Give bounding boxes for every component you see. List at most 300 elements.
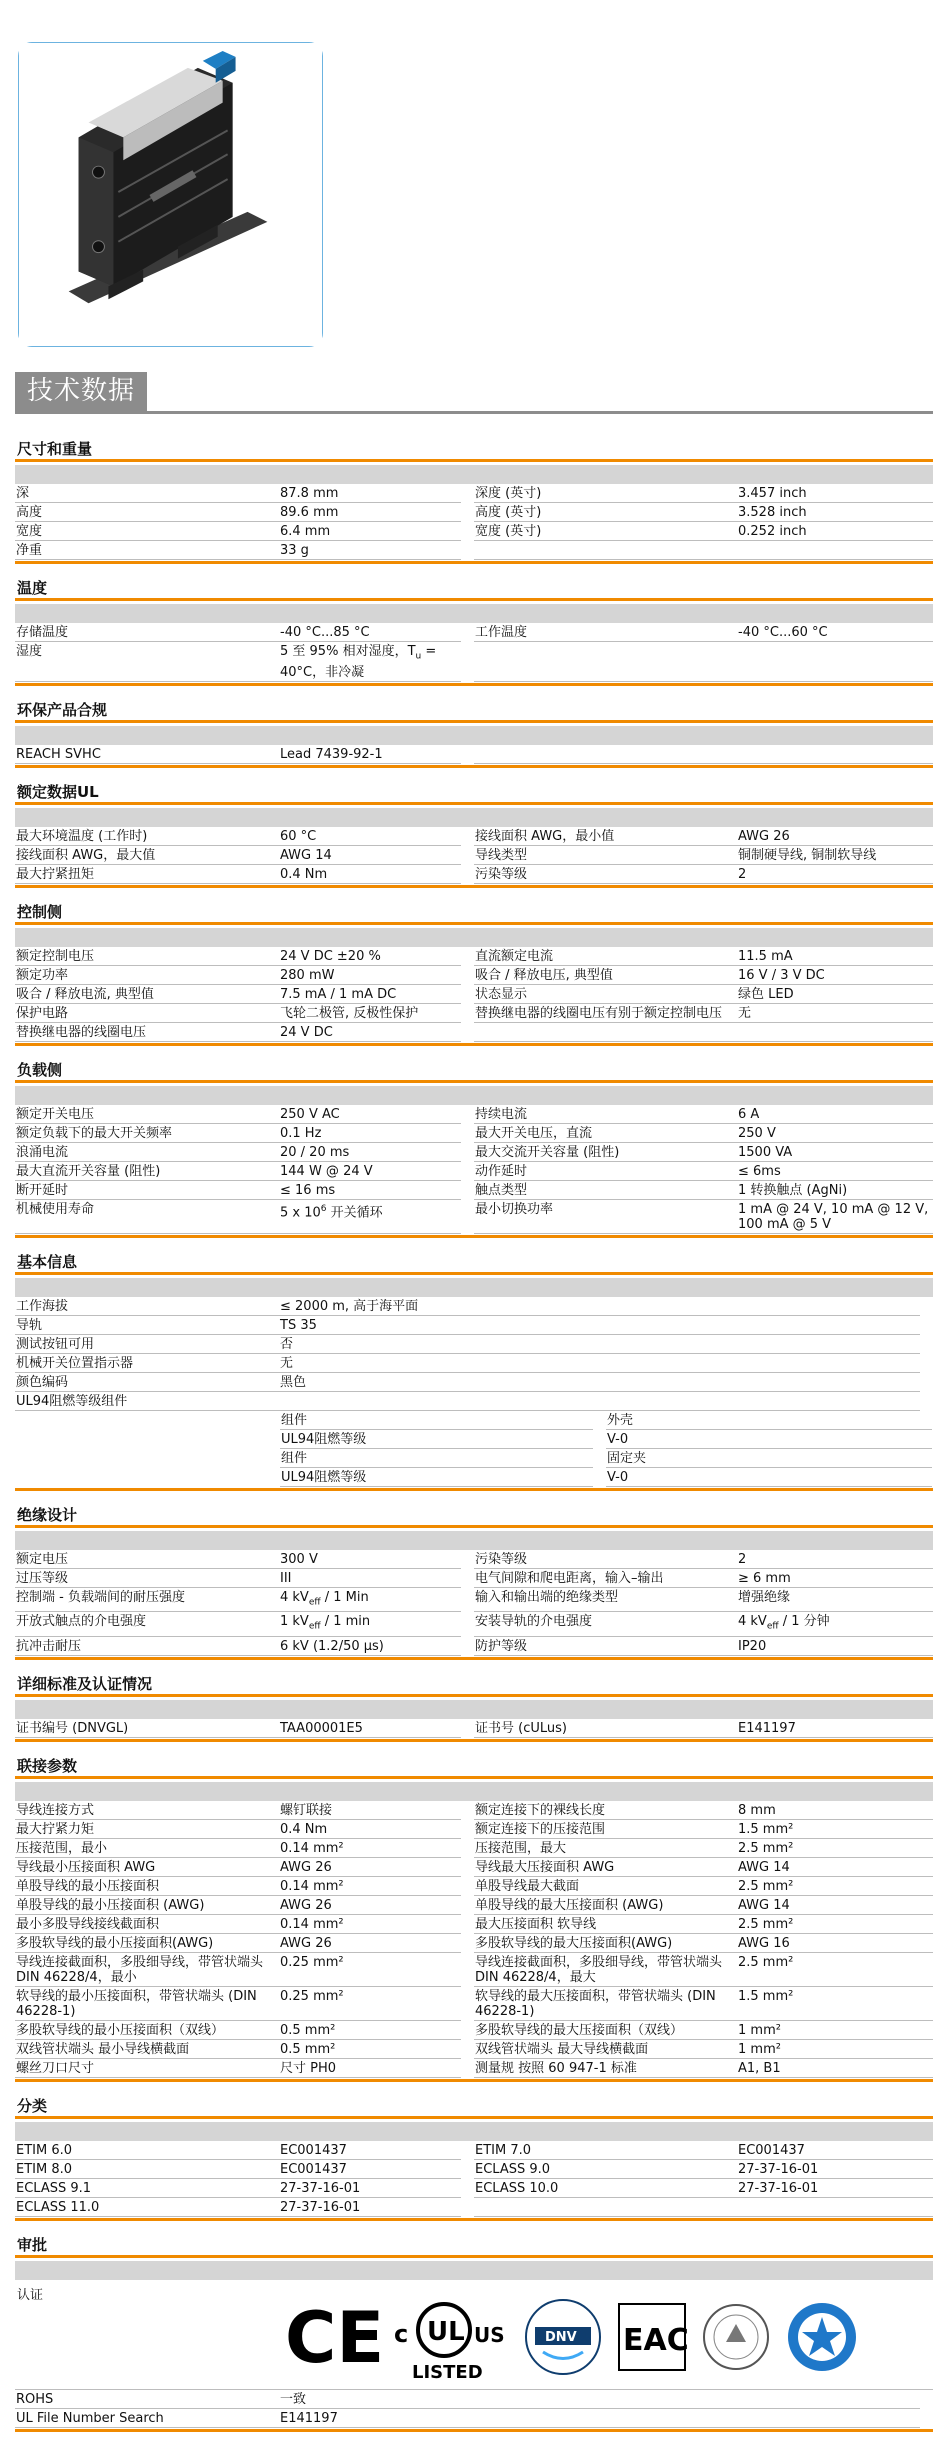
- field-label: ETIM 8.0: [16, 2161, 73, 2177]
- field-value: TAA00001E5: [280, 1720, 363, 1736]
- section-ctrl: [15, 901, 933, 1059]
- field-value: 2.5 mm²: [738, 1954, 794, 1970]
- nested-cell-right: [606, 1449, 932, 1468]
- data-row: [15, 1839, 933, 1858]
- data-row: [15, 846, 933, 865]
- field-value: 1 mA @ 24 V, 10 mA @ 12 V, 100 mA @ 5 V: [738, 1201, 929, 1232]
- data-cell-left: [15, 1915, 461, 1934]
- data-row: [15, 1023, 933, 1042]
- field-value: IP20: [738, 1638, 767, 1654]
- field-label: 保护电路: [16, 1005, 69, 1021]
- svg-text:CE: CE: [285, 2297, 385, 2380]
- section-band: [15, 726, 933, 745]
- field-label: 动作延时: [475, 1163, 528, 1179]
- data-row: [15, 2059, 933, 2078]
- data-cell-right: [474, 1858, 933, 1877]
- data-cell-left: [15, 522, 461, 541]
- field-value: 11.5 mA: [738, 948, 793, 964]
- data-row: [15, 1588, 933, 1613]
- field-label: 压接范围，最小: [16, 1840, 108, 1856]
- field-label: 防护等级: [475, 1638, 528, 1654]
- field-value: 300 V: [280, 1551, 318, 1567]
- data-cell-right: [474, 1612, 933, 1637]
- field-label: 工作温度: [475, 625, 528, 640]
- nested-cell-right: [606, 1430, 932, 1449]
- field-label: 螺丝刀口尺寸: [16, 2060, 95, 2076]
- field-value: AWG 16: [738, 1935, 790, 1951]
- field-label: 测试按钮可用: [16, 1336, 95, 1352]
- field-value: 0.25 mm²: [280, 1954, 344, 1970]
- data-cell-right: [474, 2021, 933, 2040]
- data-row: [15, 1569, 933, 1588]
- field-label: 压接范围，最大: [475, 1840, 567, 1856]
- data-row: [15, 1181, 933, 1200]
- data-cell-left: [15, 2059, 461, 2078]
- field-value: 0.4 Nm: [280, 1821, 328, 1837]
- data-row: [15, 1612, 933, 1637]
- data-cell-left: [15, 1569, 461, 1588]
- data-cell-right: [474, 846, 933, 865]
- data-cell-right: [474, 522, 933, 541]
- field-label: 工作海拔: [16, 1298, 69, 1314]
- field-value: 无: [738, 1005, 752, 1021]
- field-label: ECLASS 11.0: [16, 2199, 100, 2215]
- data-cell-right: [474, 2141, 933, 2160]
- data-cell-right: [474, 1023, 933, 1042]
- field-label: 导线最小压接面积 AWG: [16, 1859, 156, 1875]
- field-label: [474, 747, 738, 762]
- nested-row: [280, 1468, 933, 1487]
- field-value: 20 / 20 ms: [280, 1144, 350, 1160]
- field-label: 湿度: [16, 644, 43, 659]
- data-cell-left: [15, 2040, 461, 2059]
- data-cell-right: [474, 1719, 933, 1738]
- section-band: [15, 1086, 933, 1105]
- section-load: [15, 1059, 933, 1251]
- field-value: 27-37-16-01: [738, 2161, 819, 2177]
- data-cell-left: [15, 1181, 461, 1200]
- data-cell-left: [15, 503, 461, 522]
- nested-cell-right: [606, 1411, 932, 1430]
- field-value: E141197: [280, 2410, 338, 2426]
- datasheet-sections: [15, 438, 933, 2445]
- nested-cell-right: [606, 1468, 932, 1487]
- svg-text:DNV: DNV: [545, 2330, 577, 2346]
- section-band: [15, 1700, 933, 1719]
- data-cell-right: [474, 966, 933, 985]
- field-label: 多股软导线的最大压接面积（双线）: [475, 2022, 684, 2038]
- field-value: -40 °C...85 °C: [280, 625, 370, 640]
- field-label: 浪涌电流: [16, 1144, 69, 1160]
- data-cell-right: [474, 2160, 933, 2179]
- field-label: 多股软导线的最小压接面积（双线）: [16, 2022, 225, 2038]
- data-cell-right: [474, 2059, 933, 2078]
- data-row: [15, 1335, 933, 1354]
- field-label: 证书号 (cULus): [475, 1720, 567, 1736]
- field-value: 1500 VA: [738, 1144, 793, 1160]
- data-row: [15, 1987, 933, 2021]
- field-label: 软导线的最小压接面积，带管状端头 (DIN 46228-1): [16, 1988, 257, 2019]
- data-cell-right: [474, 484, 933, 503]
- field-label: 额定连接下的压接范围: [475, 1821, 606, 1837]
- field-label: 深: [16, 486, 30, 501]
- field-value: 增强绝缘: [738, 1589, 791, 1605]
- data-cell-right: [474, 1124, 933, 1143]
- data-cell-right: [474, 2179, 933, 2198]
- page-title-bar: [15, 372, 933, 414]
- field-label: 最大交流开关容量 (阻性): [475, 1144, 620, 1160]
- field-label: 触点类型: [475, 1182, 528, 1198]
- data-cell-left: [15, 541, 461, 560]
- field-value: 2.5 mm²: [738, 1916, 794, 1932]
- field-value: 27-37-16-01: [738, 2180, 819, 2196]
- field-value: 27-37-16-01: [280, 2199, 361, 2215]
- field-label: 双线管状端头 最大导线横截面: [475, 2041, 649, 2057]
- field-value: E141197: [738, 1720, 796, 1736]
- field-value: 144 W @ 24 V: [280, 1163, 373, 1179]
- section-appr: [15, 2234, 933, 2445]
- field-label: 接线面积 AWG，最大值: [16, 847, 156, 863]
- field-label: 最小切换功率: [475, 1201, 554, 1217]
- field-value: [738, 747, 933, 762]
- field-label: 额定功率: [16, 967, 69, 983]
- svg-text:UL: UL: [427, 2316, 465, 2347]
- section-title: 额定数据UL: [15, 781, 933, 805]
- data-cell-left: [15, 1934, 461, 1953]
- field-value: 2: [738, 866, 747, 882]
- field-value: 6 A: [738, 1106, 760, 1122]
- data-row: [15, 1719, 933, 1738]
- data-row: [15, 503, 933, 522]
- field-label: 导线最大压接面积 AWG: [475, 1859, 615, 1875]
- section-conn: [15, 1755, 933, 2095]
- field-label: ETIM 7.0: [475, 2142, 532, 2158]
- data-cell-right: [474, 642, 933, 682]
- data-row: [15, 827, 933, 846]
- data-cell-right: [474, 1143, 933, 1162]
- data-cell-left: [15, 1143, 461, 1162]
- field-value: 5 x $10^6$ 开关循环: [280, 1203, 383, 1220]
- field-value: 7.5 mA / 1 mA DC: [280, 986, 397, 1002]
- field-value: 1 mm²: [738, 2022, 781, 2038]
- section-title: 温度: [15, 577, 933, 601]
- field-value: 0.5 mm²: [280, 2022, 336, 2038]
- data-row: [15, 1354, 933, 1373]
- field-label: 单股导线的最小压接面积: [16, 1878, 160, 1894]
- nested-cell-left: [280, 1411, 593, 1430]
- data-cell-right: [474, 2040, 933, 2059]
- data-row: [15, 1200, 933, 1234]
- ul94-components-table: [280, 1411, 933, 1487]
- section-title: 尺寸和重量: [15, 438, 933, 462]
- section-title: 绝缘设计: [15, 1504, 933, 1528]
- field-label: 净重: [16, 543, 43, 558]
- field-value: 24 V DC: [280, 1024, 333, 1040]
- data-cell-left: [15, 947, 461, 966]
- data-cell-left: [15, 2390, 920, 2409]
- field-label: 开放式触点的介电强度: [16, 1614, 147, 1630]
- field-label: 抗冲击耐压: [16, 1638, 82, 1654]
- field-label: 多股软导线的最大压接面积(AWG): [475, 1935, 673, 1951]
- section-band: [15, 1278, 933, 1297]
- field-label: 导线连接截面积，多股细导线，带管状端头 DIN 46228/4，最大: [475, 1954, 723, 1985]
- field-value: 2.5 mm²: [738, 1878, 794, 1894]
- data-row: [15, 2040, 933, 2059]
- section-band: [15, 928, 933, 947]
- field-label: 吸合 / 释放电流, 典型值: [16, 986, 154, 1002]
- field-label: 机械使用寿命: [16, 1201, 95, 1217]
- field-label: 断开延时: [16, 1182, 69, 1198]
- field-value: 0.1 Hz: [280, 1125, 322, 1141]
- field-value: ≥ 6 mm: [738, 1570, 791, 1586]
- section-title: 基本信息: [15, 1251, 933, 1275]
- data-cell-right: [474, 2198, 933, 2217]
- data-cell-left: [15, 2021, 461, 2040]
- data-cell-left: [15, 2409, 920, 2428]
- field-label: 导线连接方式: [16, 1802, 95, 1818]
- data-cell-left: [15, 745, 461, 764]
- field-value: 280 mW: [280, 967, 335, 983]
- nested-value: V-0: [607, 1469, 629, 1485]
- field-label: 吸合 / 释放电压, 典型值: [475, 967, 613, 983]
- field-label: ETIM 6.0: [16, 2142, 73, 2158]
- data-cell-left: [15, 1316, 920, 1335]
- field-value: 0.4 Nm: [280, 866, 328, 882]
- data-row: [15, 623, 933, 642]
- data-row: [15, 745, 933, 764]
- data-cell-right: [474, 1181, 933, 1200]
- data-cell-left: [15, 1550, 461, 1569]
- section-title: 分类: [15, 2095, 933, 2119]
- section-band: [15, 2261, 933, 2280]
- field-label: 宽度: [16, 524, 43, 539]
- svg-text:EAC: EAC: [623, 2323, 689, 2359]
- nested-value: 固定夹: [607, 1450, 647, 1466]
- section-title: 审批: [15, 2234, 933, 2258]
- field-label: 替换继电器的线圈电压有别于额定控制电压: [475, 1005, 723, 1021]
- field-label: 持续电流: [475, 1106, 528, 1122]
- data-cell-left: [15, 1373, 920, 1392]
- data-cell-left: [15, 985, 461, 1004]
- field-value: TS 35: [280, 1317, 317, 1333]
- field-value: [738, 543, 933, 558]
- field-value: AWG 14: [738, 1897, 790, 1913]
- data-cell-right: [474, 1915, 933, 1934]
- field-label: 电气间隙和爬电距离，输入–输出: [475, 1570, 664, 1586]
- field-value: 黑色: [280, 1374, 307, 1390]
- field-value: AWG 26: [738, 828, 790, 844]
- section-band: [15, 1531, 933, 1550]
- field-label: 额定开关电压: [16, 1106, 95, 1122]
- ce-mark-icon: [285, 2297, 385, 2380]
- section-temp: [15, 577, 933, 699]
- nested-cell-left: [280, 1468, 593, 1487]
- field-label: 深度 (英寸): [475, 486, 542, 501]
- data-cell-left: [15, 1588, 461, 1613]
- section-class: [15, 2095, 933, 2234]
- field-value: ≤ 16 ms: [280, 1182, 336, 1198]
- culus-listed-icon: [394, 2290, 509, 2385]
- field-value: 3.528 inch: [738, 505, 807, 520]
- field-value: 无: [280, 1355, 294, 1371]
- field-value: 否: [280, 1336, 294, 1352]
- field-label: 宽度 (英寸): [475, 524, 542, 539]
- field-value: 尺寸 PH0: [280, 2060, 337, 2076]
- data-cell-right: [474, 541, 933, 560]
- field-value: 0.14 mm²: [280, 1916, 344, 1932]
- field-label: 额定连接下的裸线长度: [475, 1802, 606, 1818]
- data-row: [15, 1143, 933, 1162]
- data-cell-left: [15, 846, 461, 865]
- seal-icon: [701, 2302, 771, 2372]
- emblem-icon: [785, 2300, 860, 2375]
- data-cell-right: [474, 1801, 933, 1820]
- field-value: 33 g: [280, 543, 309, 558]
- relay-illustration: [19, 43, 322, 346]
- data-row: [15, 2409, 933, 2428]
- field-value: 8 mm: [738, 1802, 776, 1818]
- field-value: 0.14 mm²: [280, 1878, 344, 1894]
- data-row: [15, 1801, 933, 1820]
- data-cell-right: [474, 1953, 933, 1987]
- data-row: [15, 865, 933, 884]
- field-label: 颜色编码: [16, 1374, 69, 1390]
- data-cell-left: [15, 2198, 461, 2217]
- field-label: 接线面积 AWG，最小值: [475, 828, 615, 844]
- field-value: AWG 26: [280, 1859, 332, 1875]
- data-row: [15, 1858, 933, 1877]
- data-row: [15, 1550, 933, 1569]
- field-value: 89.6 mm: [280, 505, 339, 520]
- field-label: 最大环境温度 (工作时): [16, 828, 148, 844]
- data-row: [15, 947, 933, 966]
- data-cell-left: [15, 1004, 461, 1023]
- field-label: 高度 (英寸): [475, 505, 542, 520]
- field-value: [738, 2200, 933, 2215]
- data-cell-left: [15, 623, 461, 642]
- data-row: [15, 1004, 933, 1023]
- data-cell-right: [474, 985, 933, 1004]
- field-label: ECLASS 10.0: [475, 2180, 559, 2196]
- data-row: [15, 2021, 933, 2040]
- field-value: 60 °C: [280, 828, 317, 844]
- field-label: ECLASS 9.0: [475, 2161, 551, 2177]
- section-ul: [15, 781, 933, 901]
- section-band: [15, 808, 933, 827]
- field-value: 0.5 mm²: [280, 2041, 336, 2057]
- field-label: 最大开关电压，直流: [475, 1125, 593, 1141]
- field-label: 最大拧紧扭矩: [16, 866, 95, 882]
- field-value: AWG 26: [280, 1897, 332, 1913]
- field-value: EC001437: [280, 2161, 347, 2177]
- data-cell-left: [15, 865, 461, 884]
- product-image: [18, 42, 323, 347]
- data-cell-left: [15, 1105, 461, 1124]
- data-row: [15, 2390, 933, 2409]
- field-value: 6.4 mm: [280, 524, 331, 539]
- data-cell-right: [474, 1820, 933, 1839]
- field-value: 0.25 mm²: [280, 1988, 344, 2004]
- data-cell-left: [15, 2179, 461, 2198]
- data-cell-right: [474, 1105, 933, 1124]
- field-label: 证书编号 (DNVGL): [16, 1720, 129, 1736]
- data-cell-left: [15, 642, 461, 682]
- section-dim: [15, 438, 933, 577]
- field-value: ≤ 6ms: [738, 1163, 781, 1179]
- eac-icon: [617, 2302, 687, 2372]
- nested-row: [280, 1449, 933, 1468]
- nested-value: 外壳: [607, 1412, 634, 1428]
- data-cell-left: [15, 484, 461, 503]
- data-cell-right: [474, 1896, 933, 1915]
- logos: [285, 2290, 860, 2385]
- field-value: 1 mm²: [738, 2041, 781, 2057]
- field-label: 最大压接面积 软导线: [475, 1916, 597, 1932]
- field-value: 5 至 95% 相对湿度，$T_u = 40^\circ C$，非冷凝: [280, 644, 437, 680]
- field-value: EC001437: [280, 2142, 347, 2158]
- section-title: 环保产品合规: [15, 699, 933, 723]
- field-value: [738, 644, 933, 680]
- field-label: 额定控制电压: [16, 948, 95, 964]
- field-value: 16 V / 3 V DC: [738, 967, 825, 983]
- data-cell-right: [474, 1569, 933, 1588]
- data-cell-right: [474, 865, 933, 884]
- data-row: [15, 1915, 933, 1934]
- field-label: 单股导线的最大压接面积 (AWG): [475, 1897, 664, 1913]
- section-band: [15, 2122, 933, 2141]
- field-label: 过压等级: [16, 1570, 69, 1586]
- data-cell-left: [15, 1124, 461, 1143]
- field-value: 4 $kV_{eff} / 1$ 分钟: [738, 1614, 830, 1632]
- field-label: ROHS: [16, 2391, 54, 2407]
- data-cell-right: [474, 1550, 933, 1569]
- nested-label: UL94阻燃等级: [281, 1431, 367, 1447]
- field-label: 单股导线最大截面: [475, 1878, 580, 1894]
- field-value: III: [280, 1570, 292, 1586]
- data-cell-left: [15, 1801, 461, 1820]
- data-cell-left: [15, 1987, 461, 2021]
- data-cell-left: [15, 1354, 920, 1373]
- nested-label: 组件: [281, 1412, 308, 1428]
- field-label: UL94阻燃等级组件: [16, 1393, 128, 1409]
- data-row: [15, 1392, 933, 1411]
- field-label: 控制端 - 负载端间的耐压强度: [16, 1589, 185, 1605]
- field-value: 绿色 LED: [738, 986, 794, 1002]
- data-cell-left: [15, 1820, 461, 1839]
- data-row: [15, 1373, 933, 1392]
- nested-cell-left: [280, 1430, 593, 1449]
- certification-logos-row: [15, 2280, 933, 2390]
- svg-text:c: c: [394, 2319, 409, 2348]
- data-cell-left: [15, 1023, 461, 1042]
- field-label: ECLASS 9.1: [16, 2180, 92, 2196]
- section-basic: [15, 1251, 933, 1504]
- field-value: 1.5 mm²: [738, 1821, 794, 1837]
- dnv-icon: [523, 2297, 603, 2377]
- field-value: -40 °C...60 °C: [738, 625, 828, 640]
- field-label: 额定电压: [16, 1551, 69, 1567]
- section-cert: [15, 1673, 933, 1755]
- field-label: [474, 543, 738, 558]
- field-value: 0.252 inch: [738, 524, 807, 539]
- data-cell-left: [15, 827, 461, 846]
- field-value: 1 $kV_{eff} / 1$ min: [280, 1614, 371, 1632]
- field-label: REACH SVHC: [16, 746, 101, 762]
- field-value: 250 V AC: [280, 1106, 340, 1122]
- data-cell-right: [474, 745, 933, 764]
- svg-text:US: US: [474, 2322, 505, 2347]
- nested-cell-left: [280, 1449, 593, 1468]
